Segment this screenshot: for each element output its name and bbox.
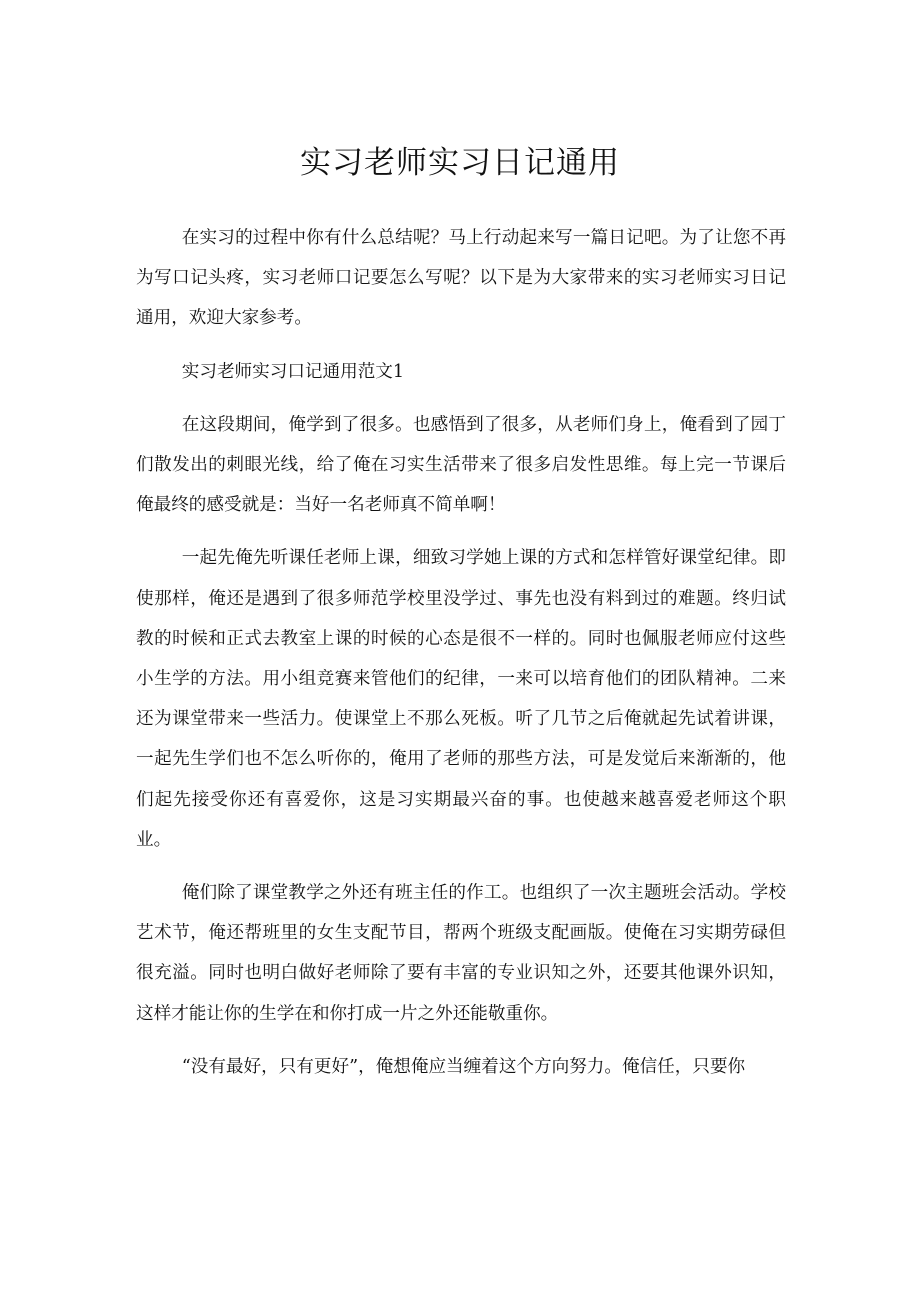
section-heading: 实习老师实习口记通用范文1 — [181, 361, 405, 382]
document-title: 实习老师实习日记通用 — [300, 145, 620, 181]
intro-paragraph: 在实习的过程中你有什么总结呢？马上行动起来写一篇日记吧。为了让您不再为写口记头疼，实习老师口记要怎么写呢？以下是为大家带来的实习老师实习日记通用，欢迎大家参考。 — [136, 228, 786, 329]
body-paragraph: 一起先俺先听课任老师上课，细致习学她上课的方式和怎样管好课堂纪律。即使那样，俺还是遇到了很多师范学校里没学过、事先也没有料到过的难题。终归试教的时候和正式去教室上课的时候的心态是很不一样的。同时也佩服老师应付这些小生学的方法。用小组竞赛来管他们的纪律，一来可以培育他们的团队精神。二来还为课堂带来一些活力。使课堂上不那么死板。听了几节之后俺就起先试着讲课，一起先生学们也不怎么听你的，俺用了老师的那些方法，可是发觉后来渐渐的，他们起先接受你还有喜爱你，这是习实期最兴奋的事。也使越来越喜爱老师这个职业。 — [136, 548, 786, 850]
document-body — [136, 218, 786, 1100]
body-paragraph: “没有最好，只有更好”，俺想俺应当缠着这个方向努力。俺信任，只要你 — [181, 1056, 746, 1077]
body-paragraph: 在这段期间，俺学到了很多。也感悟到了很多，从老师们身上，俺看到了园丁们散发出的刺眼光线，给了俺在习实生活带来了很多启发性思维。每上完一节课后俺最终的感受就是：当好一名老师真不简单啊！ — [136, 414, 786, 516]
body-paragraph: 俺们除了课堂教学之外还有班主任的作工。也组织了一次主题班会活动。学校艺术节，俺还帮班里的女生支配节目，帮两个班级支配画版。使俺在习实期劳碌但很充溢。同时也明白做好老师除了要有丰富的专业识知之外，还要其他课外识知，这样才能让你的生学在和你打成一片之外还能敬重你。 — [136, 883, 786, 1024]
